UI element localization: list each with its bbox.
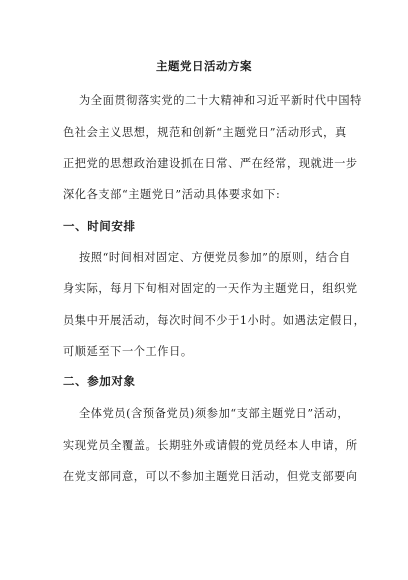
intro-line: 为全面贯彻落实党的二十大精神和习近平新时代中国特 bbox=[79, 94, 362, 107]
section1-line: 可顺延至下一个工作日。 bbox=[63, 345, 193, 358]
section2-line: 实现党员全覆盖。长期驻外或请假的党员经本人申请，所 bbox=[63, 439, 358, 452]
section2-line: 全体党员(含预备党员)须参加“支部主题党日”活动， bbox=[79, 407, 350, 420]
section-heading-participants: 二、参加对象 bbox=[63, 374, 136, 388]
document-title: 主题党日活动方案 bbox=[156, 59, 252, 73]
intro-line: 深化各支部“主题党日”活动具体要求如下: bbox=[63, 188, 281, 201]
intro-line: 正把党的思想政治建设抓在日常、严在经常，现就进一步 bbox=[63, 157, 358, 170]
section-heading-time: 一、时间安排 bbox=[63, 219, 136, 233]
section1-line: 身实际，每月下旬相对固定的一天作为主题党日，组织党 bbox=[63, 282, 358, 295]
intro-line: 色社会主义思想，规范和创新“主题党日”活动形式，真 bbox=[63, 126, 347, 139]
section1-line: 员集中开展活动，每次时间不少于1小时。如遇法定假日， bbox=[63, 314, 366, 327]
section1-line: 按照“时间相对固定、方便党员参加”的原则，结合自 bbox=[79, 251, 351, 264]
section2-line: 在党支部同意，可以不参加主题党日活动，但党支部要向 bbox=[63, 470, 358, 483]
